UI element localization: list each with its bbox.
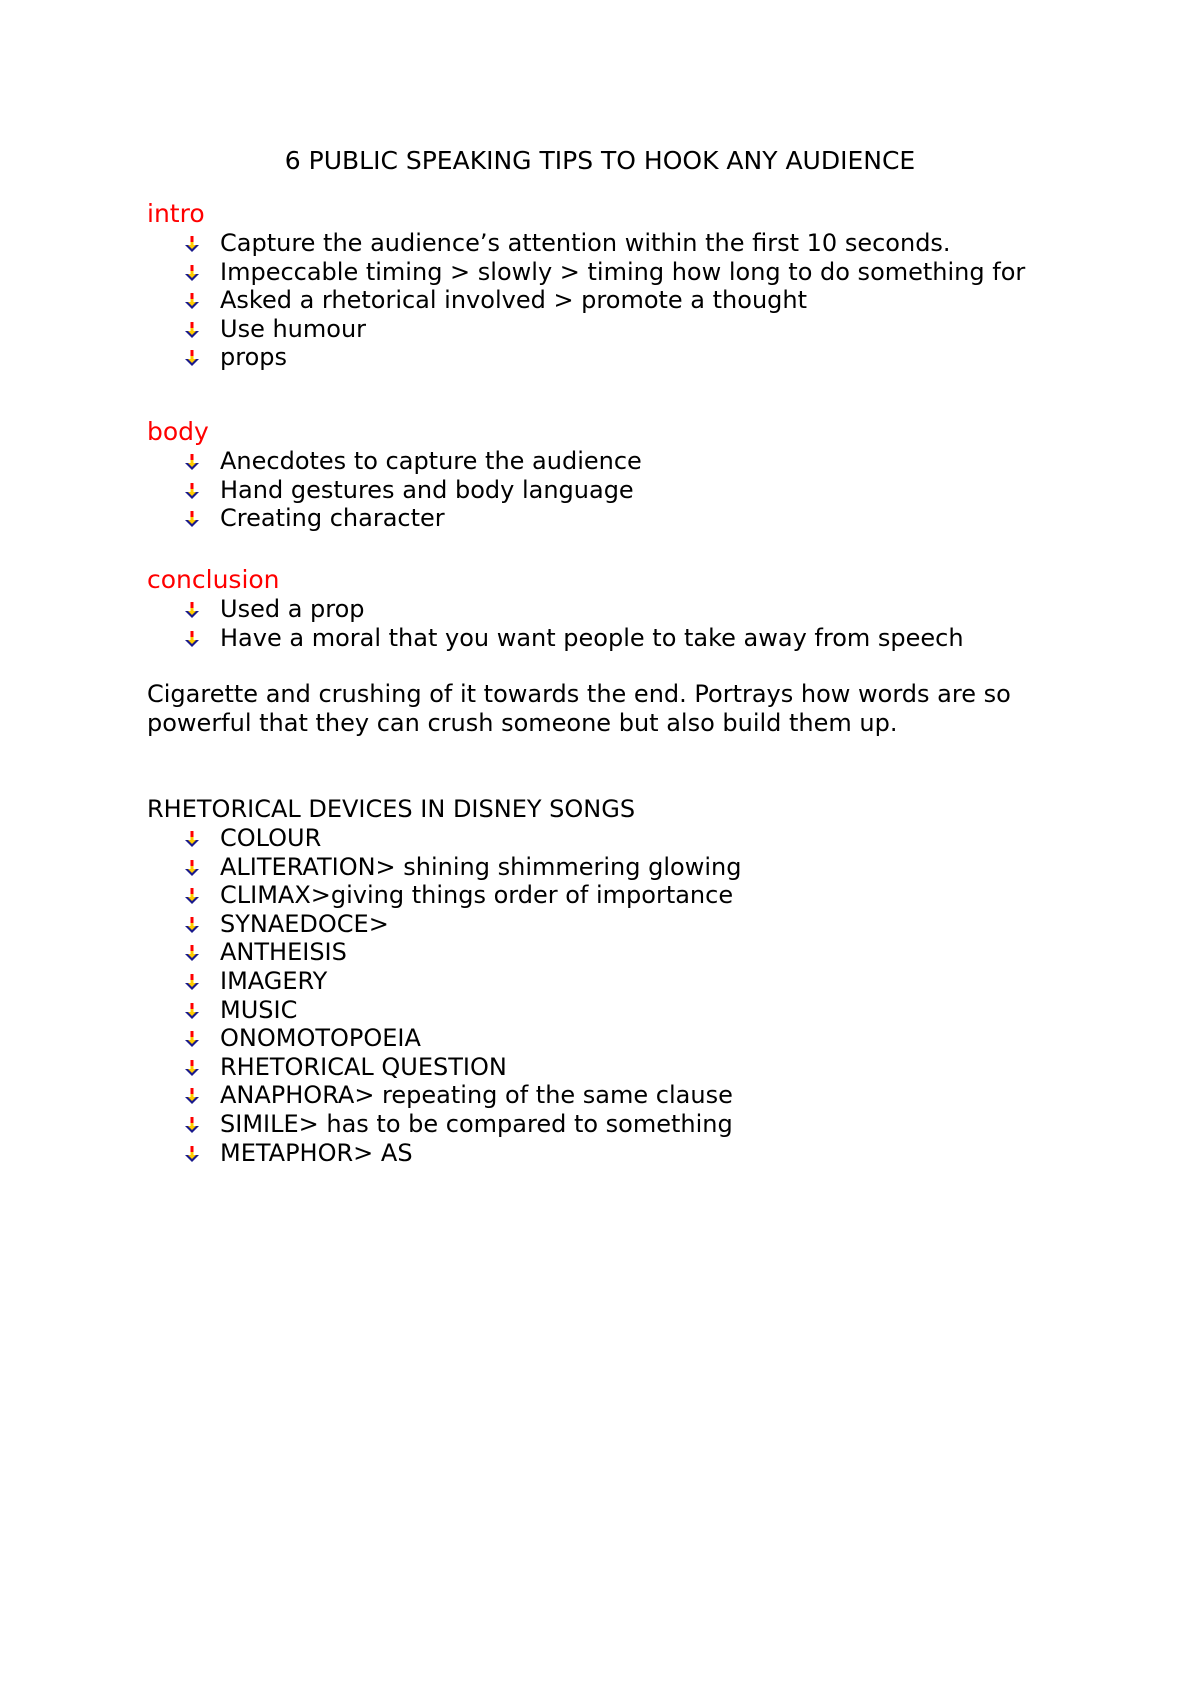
arrow-down-bullet-icon	[183, 235, 201, 253]
list-item-text: Hand gestures and body language	[220, 475, 634, 504]
list-item	[147, 853, 1107, 882]
list-item-text: ALITERATION> shining shimmering glowing	[220, 852, 742, 881]
arrow-down-bullet-icon	[183, 859, 201, 877]
list-item	[147, 967, 1107, 996]
paragraph-line: powerful that they can crush someone but also build them up.	[147, 708, 898, 737]
rhetorical-list	[147, 824, 1107, 1167]
list-item-text: SIMILE> has to be compared to something	[220, 1109, 733, 1138]
list-item-text: Capture the audience’s attention within the first 10 seconds.	[220, 229, 951, 257]
arrow-down-bullet-icon	[183, 321, 201, 339]
section-heading-body: body	[147, 417, 209, 446]
list-item-text: CLIMAX>giving things order of importance	[220, 881, 734, 910]
paragraph-line: Cigarette and crushing of it towards the end. Portrays how words are so	[147, 680, 1011, 708]
section-conclusion	[147, 565, 1107, 652]
list-item	[147, 258, 1107, 287]
list-item	[147, 447, 1107, 476]
arrow-down-bullet-icon	[183, 916, 201, 934]
list-item	[147, 504, 1107, 533]
list-item	[147, 1024, 1107, 1053]
list-item	[147, 1053, 1107, 1082]
list-item	[147, 476, 1107, 505]
document-title: 6 PUBLIC SPEAKING TIPS TO HOOK ANY AUDIENCE	[284, 146, 916, 175]
list-item-text: METAPHOR> AS	[220, 1138, 413, 1167]
list-item-text: ONOMOTOPOEIA	[220, 1024, 421, 1053]
arrow-down-bullet-icon	[183, 1087, 201, 1105]
list-item-text: ANTHEISIS	[220, 938, 347, 967]
intro-list	[147, 229, 1107, 372]
list-item	[147, 595, 1107, 624]
list-item-text: Anecdotes to capture the audience	[220, 447, 642, 475]
list-item-text: Have a moral that you want people to take away from speech	[220, 623, 964, 652]
list-item-text: COLOUR	[220, 824, 322, 852]
arrow-down-bullet-icon	[183, 1145, 201, 1163]
arrow-down-bullet-icon	[183, 292, 201, 310]
list-item	[147, 1139, 1107, 1168]
arrow-down-bullet-icon	[183, 264, 201, 282]
section-rhetorical-devices	[147, 794, 1107, 1167]
list-item	[147, 938, 1107, 967]
conclusion-list	[147, 595, 1107, 652]
list-item-text: Used a prop	[220, 595, 365, 623]
arrow-down-bullet-icon	[183, 510, 201, 528]
arrow-down-bullet-icon	[183, 453, 201, 471]
list-item	[147, 881, 1107, 910]
list-item-text: MUSIC	[220, 995, 298, 1024]
list-item-text: RHETORICAL QUESTION	[220, 1052, 507, 1081]
arrow-down-bullet-icon	[183, 349, 201, 367]
list-item-text: Impeccable timing > slowly > timing how long to do something for	[220, 257, 1026, 286]
list-item-text: Use humour	[220, 314, 367, 343]
list-item-text: Creating character	[220, 504, 445, 533]
list-item-text: SYNAEDOCE>	[220, 909, 389, 938]
list-item-text: IMAGERY	[220, 966, 328, 995]
list-item-text: ANAPHORA> repeating of the same clause	[220, 1081, 733, 1110]
arrow-down-bullet-icon	[183, 1002, 201, 1020]
section-body	[147, 417, 1107, 533]
list-item-text: props	[220, 343, 287, 372]
section-heading-intro: intro	[147, 199, 205, 228]
arrow-down-bullet-icon	[183, 482, 201, 500]
arrow-down-bullet-icon	[183, 830, 201, 848]
list-item	[147, 996, 1107, 1025]
arrow-down-bullet-icon	[183, 1030, 201, 1048]
arrow-down-bullet-icon	[183, 973, 201, 991]
section-heading-rhetorical: RHETORICAL DEVICES IN DISNEY SONGS	[147, 795, 636, 823]
list-item-text: Asked a rhetorical involved > promote a thought	[220, 286, 808, 315]
section-heading-conclusion: conclusion	[147, 565, 280, 594]
list-item	[147, 286, 1107, 315]
arrow-down-bullet-icon	[183, 1116, 201, 1134]
list-item	[147, 315, 1107, 344]
arrow-down-bullet-icon	[183, 630, 201, 648]
arrow-down-bullet-icon	[183, 601, 201, 619]
list-item	[147, 824, 1107, 853]
arrow-down-bullet-icon	[183, 887, 201, 905]
arrow-down-bullet-icon	[183, 1059, 201, 1077]
list-item	[147, 1081, 1107, 1110]
arrow-down-bullet-icon	[183, 944, 201, 962]
list-item	[147, 910, 1107, 939]
body-paragraph	[147, 680, 1107, 737]
list-item	[147, 624, 1107, 653]
list-item	[147, 229, 1107, 258]
body-list	[147, 447, 1107, 533]
list-item	[147, 343, 1107, 372]
list-item	[147, 1110, 1107, 1139]
section-intro	[147, 199, 1107, 372]
